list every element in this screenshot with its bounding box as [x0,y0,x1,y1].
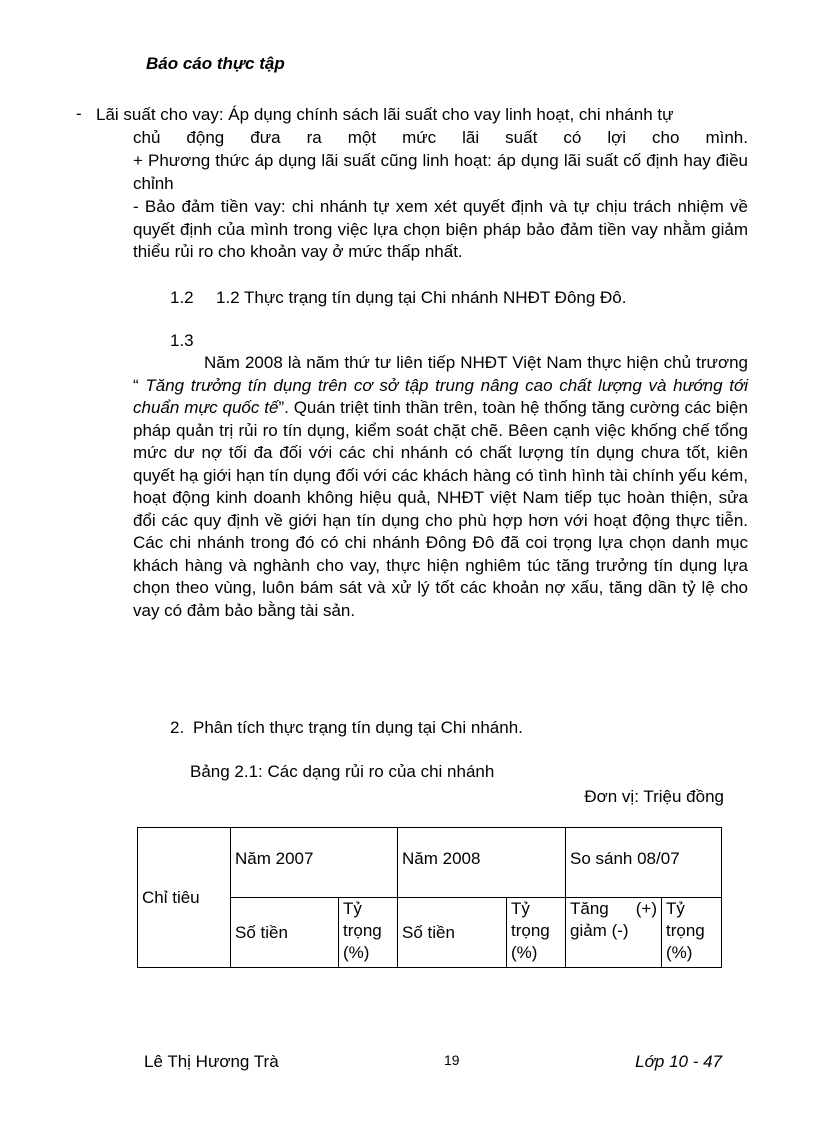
credit-status-quote: Tăng trưởng tín dụng trên cơ sở tập trung nâng cao chất lượng và hướng tới chuẩn mực quốc tế [133,375,748,417]
subheader-so-tien-2008: Số tiền [398,898,507,968]
report-header-title: Báo cáo thực tập [146,54,285,73]
footer-author: Lê Thị Hương Trà [144,1052,279,1071]
header-chi-tieu: Chỉ tiêu [138,828,231,968]
credit-status-lead: Năm 2008 là năm thứ tư liên tiếp NHĐT Việt Nam thực hiện chủ trương “ [133,353,748,395]
section-heading-text: 1.2 Thực trạng tín dụng tại Chi nhánh NHĐT Đông Đô. [216,288,627,307]
section-number: 1.2 [170,288,194,307]
section-number: 2. [170,718,185,737]
interest-rate-line-1: Lãi suất cho vay: Áp dụng chính sách lãi suất cho vay linh hoạt, chi nhánh tự [96,105,674,124]
giam-label: giảm (-) [570,921,629,940]
subheader-so-tien-2007: Số tiền [231,898,339,968]
rate-method-paragraph: + Phương thức áp dụng lãi suất cũng linh hoạt: áp dụng lãi suất cố định hay điều chỉnh [133,151,748,193]
loan-guarantee-paragraph: - Bảo đảm tiền vay: chi nhánh tự xem xét quyết định và tự chịu trách nhiệm về quyết định của mình trong việc lựa chọn biện pháp bảo đảm tiền vay nhằm giảm thiểu rủi ro cho khoản vay ở mức thấp nhất. [133,197,748,261]
table-caption: Bảng 2.1: Các dạng rủi ro của chi nhánh [190,762,495,781]
subheader-ty-trong-2007: Tỷ trọng (%) [339,898,398,968]
table-unit: Đơn vị: Triệu đồng [584,787,724,806]
section-heading-1-2 [170,288,626,308]
subheader-tang-giam [566,898,662,968]
section-heading-text: Phân tích thực trạng tín dụng tại Chi nhánh. [193,718,523,737]
interest-rate-paragraph [96,104,748,149]
subheader-ty-trong-2008: Tỷ trọng (%) [507,898,566,968]
header-year-2007: Năm 2007 [231,828,398,898]
list-dash-marker: - [76,104,82,123]
credit-status-rest: ”. Quán triệt tinh thần trên, toàn hệ thống tăng cường các biện pháp quản trị rủi ro tín dụng, kiểm soát chặt chẽ. Bêen cạnh việc khống chế tổng mức dư nợ tối đa đối với các chi nhánh có chất lượng tín dụng chưa tốt, kiên quyết hạ giới hạn tín dụng đối với các khách hàng có tình hình tài chính yếu kém, hoạt động kinh doanh không hiệu quả, NHĐT việt Nam tiếp tục hoàn thiện, sửa đổi các quy định về giới hạn tín dụng cho phù hợp hơn với hoạt động thực tiễn. Các chi nhánh trong đó có chi nhánh Đông Đô đã coi trọng lựa chọn danh mục khách hàng và nghành cho vay, thực hiện nghiêm túc tăng trưởng tín dụng lựa chọn theo vùng, luôn bám sát và xử lý tốt các khoản nợ xấu, tăng dần tỷ lệ cho vay có đảm bảo bằng tài sản. [133,398,748,620]
header-compare: So sánh 08/07 [566,828,722,898]
tang-label: Tăng [570,899,609,918]
section-number-1-3: 1.3 [170,331,194,350]
section-heading-2 [170,718,523,738]
tang-sign: (+) [635,899,657,918]
interest-rate-line-2: chủ động đưa ra một mức lãi suất có lợi cho mình. [133,127,748,147]
footer-page-number: 19 [444,1052,460,1068]
credit-status-paragraph [133,352,748,622]
credit-status-text [133,352,748,622]
header-year-2008: Năm 2008 [398,828,566,898]
subheader-ty-trong-compare: Tỷ trọng (%) [662,898,722,968]
footer-class: Lớp 10 - 47 [635,1052,722,1071]
risk-table [137,827,722,968]
